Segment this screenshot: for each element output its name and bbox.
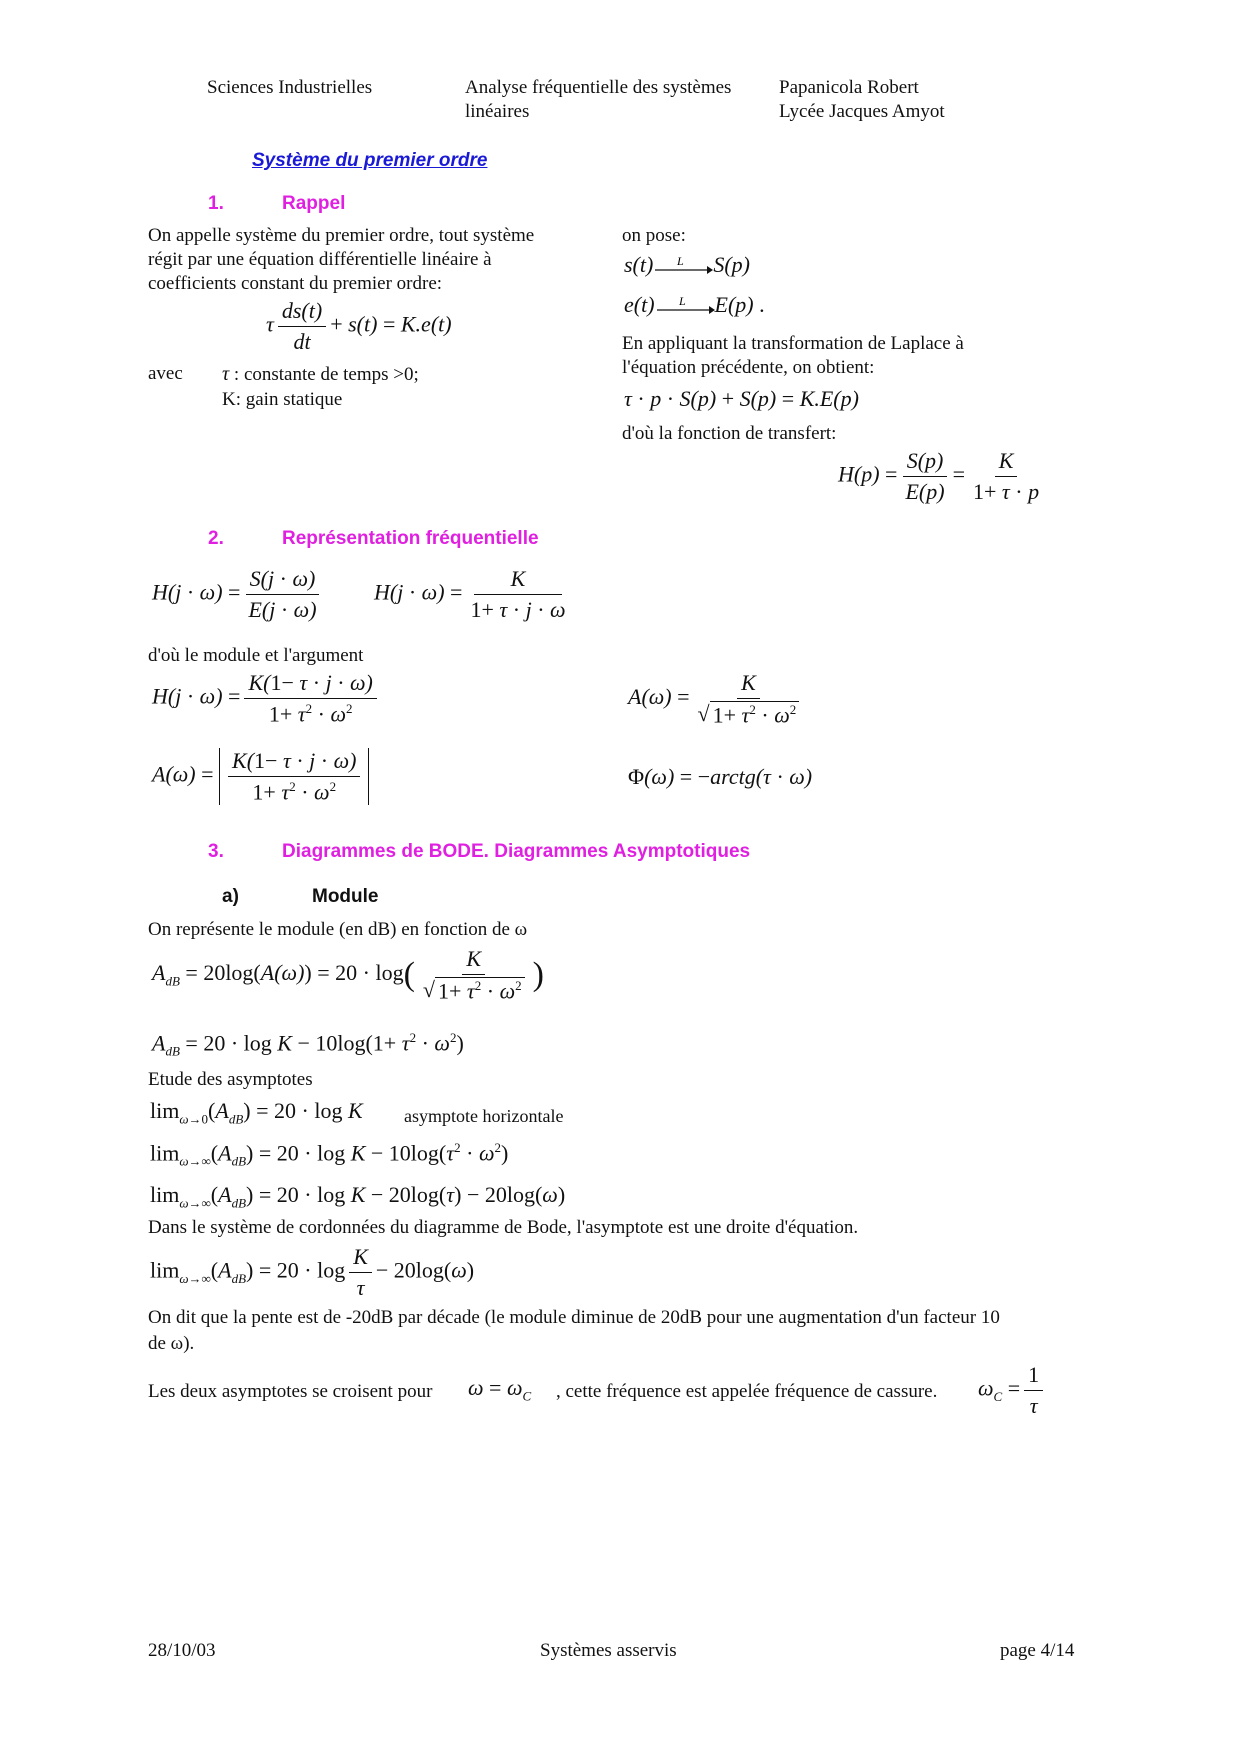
equation-lim-inf-2: $\lim_{\omega\to\infty}(A_{dB}) = 20 \cdot \log K - 20\log(\tau) - 20\log(\omega)$ [150, 1182, 566, 1211]
svg-text:L: L [677, 255, 685, 268]
section-2-number: 2. [208, 528, 224, 549]
rappel-text-3: coefficients constant du premier ordre: [148, 273, 443, 294]
croisent-text-2: , cette fréquence est appelée fréquence de cassure. [556, 1381, 938, 1402]
k-definition: K: gain statique [222, 389, 343, 410]
page-title: Système du premier ordre [252, 150, 488, 171]
etude-asymptotes: Etude des asymptotes [148, 1069, 313, 1090]
section-2-title: Représentation fréquentielle [282, 528, 539, 549]
footer-date: 28/10/03 [148, 1640, 216, 1661]
header-right-line1: Papanicola Robert [779, 77, 919, 98]
footer-center: Systèmes asservis [540, 1640, 677, 1661]
pente-text-1: On dit que la pente est de -20dB par décade (le module diminue de 20dB pour une augmentation d'un facteur 10 [148, 1307, 1000, 1328]
equation-lim-inf-1: $\lim_{\omega\to\infty}(A_{dB}) = 20 \cdot \log K - 10\log(\tau^2 \cdot \omega^2)$ [150, 1140, 509, 1169]
laplace-text-1: En appliquant la transformation de Laplace à [622, 333, 964, 354]
rappel-text-1: On appelle système du premier ordre, tout système [148, 225, 535, 246]
section-3-title: Diagrammes de BODE. Diagrammes Asymptotiques [282, 841, 751, 862]
equation-lim-0: $\lim_{\omega\to 0}(A_{dB}) = 20 \cdot \log K$ [150, 1098, 363, 1127]
section-1-title: Rappel [282, 193, 346, 214]
equation-lim-inf-3: $\lim_{\omega\to\infty}(A_{dB}) = 20 \cdot \log$ $\frac{K}{\tau}$ − 20log(ω) [150, 1244, 475, 1300]
laplace-s: s(t) L S(p) [624, 252, 750, 277]
asymptote-horizontale: asymptote horizontale [404, 1106, 564, 1126]
laplace-text-2: l'équation précédente, on obtient: [622, 357, 875, 378]
module-argument-text: d'où le module et l'argument [148, 645, 364, 666]
equation-phase: Φ(ω) = −arctg(τ · ω) [628, 764, 813, 789]
tau-definition-text: : constante de temps >0; [233, 364, 419, 385]
equation-omega-c: $\omega = \omega_C$ [468, 1375, 532, 1404]
equation-laplace: τ · p · S(p) + S(p) = K.E(p) [624, 386, 859, 411]
svg-text:L: L [678, 295, 686, 308]
section-3a-title: Module [312, 886, 379, 907]
equation-a-omega-abs: A(ω) = $\frac{K(1- \tau \cdot j \cdot \omega)}{1+ \tau^2 \cdot \omega^2}$ [152, 748, 369, 805]
rappel-text-2: régit par une équation différentielle linéaire à [148, 249, 492, 270]
arrow-icon [655, 296, 715, 318]
section-1-number: 1. [208, 193, 224, 214]
header-left: Sciences Industrielles [207, 77, 373, 98]
represente-text: On représente le module (en dB) en fonction de ω [148, 919, 528, 940]
transfert-text: d'où la fonction de transfert: [622, 423, 837, 444]
equation-a-omega: A(ω) = K √ $1+ \tau^2 \cdot \omega^2$ [628, 670, 807, 728]
croisent-text-1: Les deux asymptotes se croisent pour [148, 1381, 433, 1402]
avec-label: avec [148, 363, 183, 384]
equation-transfer-function: H(p) = $\frac{S(p)}{E(p)}$ = $\frac{K}{1+ \tau \cdot p}$ [838, 448, 1040, 504]
arrow-icon [653, 256, 713, 278]
footer-page: page 4/14 [1000, 1640, 1075, 1661]
equation-h-jw-ratio: H(j · ω) = $\frac{S(j \cdot \omega)}{E(j \cdot \omega)}$ [152, 566, 325, 623]
header-center-line1: Analyse fréquentielle des systèmes [465, 77, 732, 98]
tau-definition: τ : constante de temps >0; [222, 363, 419, 385]
equation-omega-c-value: $\omega_C$ = $\frac{1}{\tau}$ [978, 1362, 1047, 1419]
equation-adb-2: $A_{dB} = 20 \cdot \log K - 10\log(1+ \tau^2 \cdot \omega^2)$ [152, 1030, 464, 1059]
section-3-number: 3. [208, 841, 224, 862]
header-right-line2: Lycée Jacques Amyot [779, 101, 945, 122]
equation-h-jw: H(j · ω) = $\frac{K}{1+ \tau \cdot j \cdot \omega}$ [374, 566, 566, 622]
equation-h-jw-expanded: H(j · ω) = $\frac{K(1- \tau \cdot j \cdot \omega)}{1+ \tau^2 \cdot \omega^2}$ [152, 670, 381, 727]
pente-text-2: de ω). [148, 1333, 195, 1354]
on-pose: on pose: [622, 225, 686, 246]
section-3a-number: a) [222, 886, 239, 907]
header-center-line2: linéaires [465, 101, 530, 122]
equation-differential: τ $\frac{ds(t)}{dt}$ + s(t) = K.e(t) [266, 298, 452, 354]
laplace-e: e(t) L E(p) . [624, 292, 765, 317]
dans-systeme-text: Dans le système de cordonnées du diagramme de Bode, l'asymptote est une droite d'équation. [148, 1217, 859, 1238]
equation-adb-1: $A_{dB} = 20\log(A(\omega)) = 20 \cdot \log$( K √ $1+ \tau^2 \cdot \omega^2$ ) [152, 946, 544, 1004]
